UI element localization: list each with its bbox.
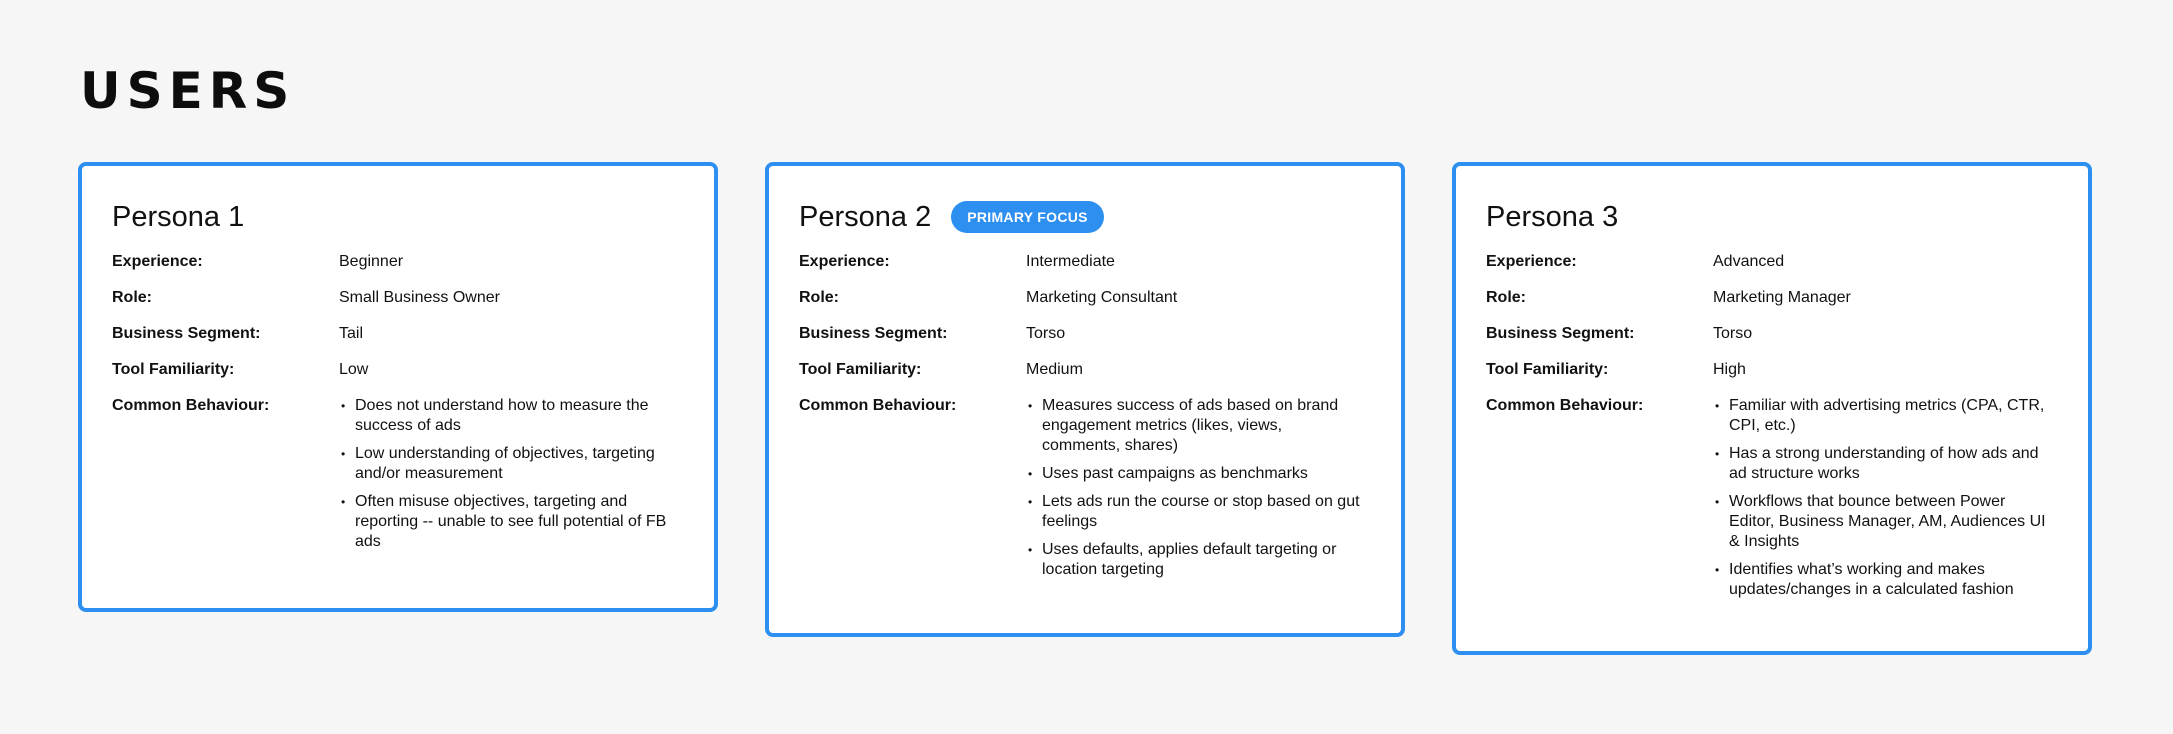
role-label: Role: (112, 289, 152, 306)
experience-value: Advanced (1713, 253, 1785, 270)
role-value: Marketing Manager (1713, 289, 1851, 306)
role-value: Small Business Owner (339, 289, 500, 306)
behaviour-item: • Does not understand how to measure the success of ads (341, 397, 649, 434)
persona-card-header (1486, 196, 2058, 238)
behaviour-row (799, 396, 1371, 588)
segment-label: Business Segment: (799, 325, 948, 342)
persona-card-3 (1452, 162, 2092, 655)
familiarity-label: Tool Familiarity: (1486, 361, 1609, 378)
persona-title: Persona 2 (799, 200, 932, 233)
familiarity-label: Tool Familiarity: (112, 361, 235, 378)
behaviour-item: • Workflows that bounce between Power Editor, Business Manager, AM, Audiences UI & Insights (1715, 493, 2046, 550)
segment-row (799, 324, 1371, 344)
behaviour-label: Common Behaviour: (1486, 397, 1644, 414)
segment-label: Business Segment: (112, 325, 261, 342)
behaviour-item: • Often misuse objectives, targeting and reporting -- unable to see full potential of FB ads (341, 493, 667, 550)
behaviour-list (1713, 396, 2058, 608)
familiarity-value: Medium (1026, 361, 1083, 378)
segment-label: Business Segment: (1486, 325, 1635, 342)
segment-row (1486, 324, 2058, 344)
familiarity-row (799, 360, 1371, 380)
persona-card-2 (765, 162, 1405, 637)
bullet-icon: • (1715, 495, 1720, 509)
primary-focus-badge: PRIMARY FOCUS (951, 201, 1104, 233)
behaviour-item: • Has a strong understanding of how ads and ad structure works (1715, 445, 2039, 482)
behaviour-item: • Identifies what’s working and makes updates/changes in a calculated fashion (1715, 561, 2014, 598)
bullet-icon: • (1028, 543, 1033, 557)
experience-label: Experience: (112, 253, 203, 270)
experience-value: Beginner (339, 253, 404, 270)
segment-value: Torso (1713, 325, 1753, 342)
bullet-icon: • (341, 495, 346, 509)
experience-row (112, 252, 684, 272)
role-row (1486, 288, 2058, 308)
segment-row (112, 324, 684, 344)
experience-row (1486, 252, 2058, 272)
familiarity-row (1486, 360, 2058, 380)
role-row (799, 288, 1371, 308)
behaviour-item: • Uses past campaigns as benchmarks (1028, 465, 1308, 482)
persona-title: Persona 1 (112, 200, 245, 233)
role-label: Role: (1486, 289, 1526, 306)
behaviour-item: • Lets ads run the course or stop based on gut feelings (1028, 493, 1360, 530)
bullet-icon: • (1715, 563, 1720, 577)
bullet-icon: • (1715, 447, 1720, 461)
behaviour-row (112, 396, 684, 560)
experience-label: Experience: (799, 253, 890, 270)
behaviour-label: Common Behaviour: (799, 397, 957, 414)
page-title: USERS (80, 62, 296, 120)
behaviour-item: • Familiar with advertising metrics (CPA, CTR, CPI, etc.) (1715, 397, 2045, 434)
familiarity-value: Low (339, 361, 369, 378)
role-row (112, 288, 684, 308)
experience-row (799, 252, 1371, 272)
segment-value: Tail (339, 325, 364, 342)
bullet-icon: • (1028, 399, 1033, 413)
persona-card-1 (78, 162, 718, 612)
familiarity-value: High (1713, 361, 1746, 378)
persona-title: Persona 3 (1486, 200, 1619, 233)
persona-card-header (112, 196, 684, 238)
behaviour-row (1486, 396, 2058, 608)
behaviour-item: • Measures success of ads based on brand engagement metrics (likes, views, comments, shares) (1028, 397, 1339, 454)
behaviour-label: Common Behaviour: (112, 397, 270, 414)
behaviour-list (339, 396, 684, 560)
bullet-icon: • (1028, 495, 1033, 509)
role-value: Marketing Consultant (1026, 289, 1178, 306)
behaviour-item: • Uses defaults, applies default targeting or location targeting (1028, 541, 1337, 578)
bullet-icon: • (341, 399, 346, 413)
segment-value: Torso (1026, 325, 1066, 342)
role-label: Role: (799, 289, 839, 306)
persona-card-header (799, 196, 1371, 238)
behaviour-item: • Low understanding of objectives, targeting and/or measurement (341, 445, 655, 482)
experience-label: Experience: (1486, 253, 1577, 270)
bullet-icon: • (341, 447, 346, 461)
behaviour-list (1026, 396, 1371, 588)
familiarity-row (112, 360, 684, 380)
experience-value: Intermediate (1026, 253, 1115, 270)
familiarity-label: Tool Familiarity: (799, 361, 922, 378)
bullet-icon: • (1028, 467, 1033, 481)
bullet-icon: • (1715, 399, 1720, 413)
